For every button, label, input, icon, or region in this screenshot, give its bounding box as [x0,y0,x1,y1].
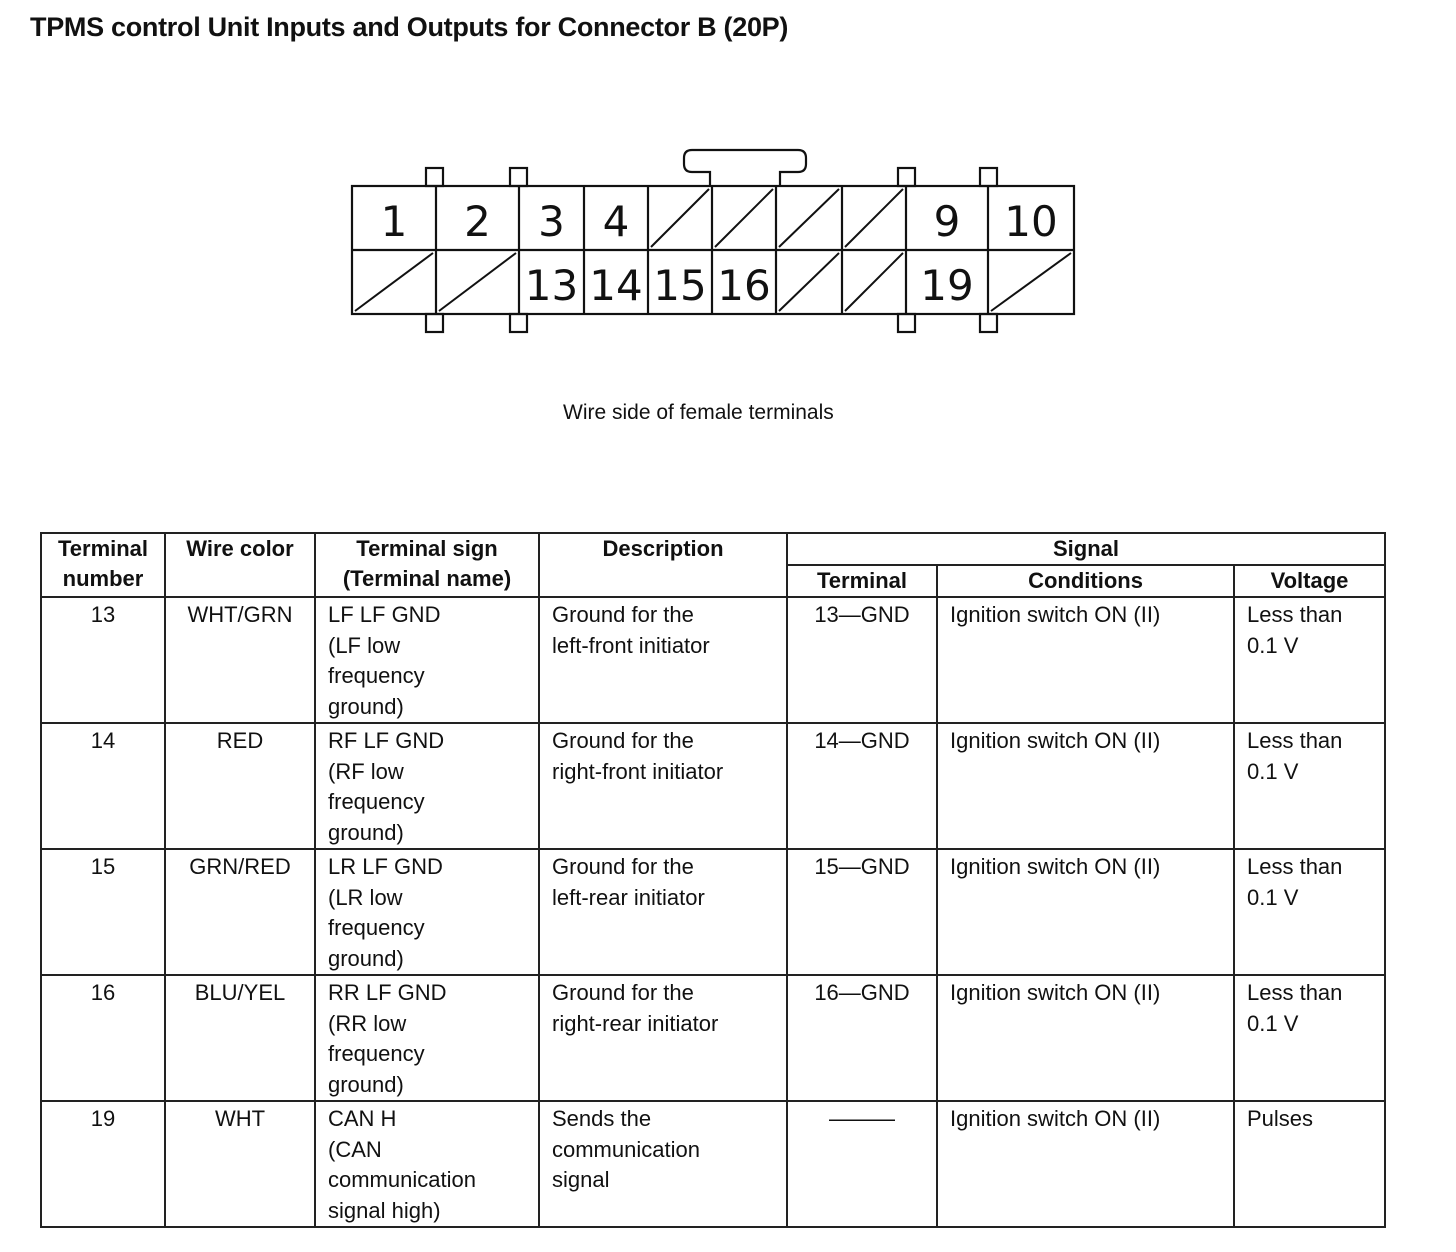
table-row [41,723,1385,849]
terminal-label-10: 10 [1004,197,1058,246]
description [552,1104,776,1196]
terminal-sign-line: (CAN [328,1136,382,1162]
terminal-label-1: 1 [380,197,408,246]
signal-voltage [1247,1104,1374,1135]
terminal-sign-line: (RR low [328,1010,407,1036]
table-row [41,975,1385,1101]
description-line: left-rear initiator [552,884,705,910]
signal-voltage-line: Less than [1247,602,1343,627]
terminal-label-19: 19 [920,261,974,310]
signal-terminal: 14—GND [787,723,937,849]
terminal-number: 13 [41,597,165,723]
terminal-sign [328,978,528,1100]
header-signal: Signal [787,533,1385,565]
header-terminal-sign: Terminal sign (Terminal name) [315,533,539,597]
header-terminal-number: Terminal number [41,533,165,597]
terminal-sign-line: ground) [328,945,404,971]
signal-terminal: ——— [787,1101,937,1227]
wire-color: WHT/GRN [165,597,315,723]
description-line: Sends the [552,1106,652,1131]
terminal-label-9: 9 [933,197,961,246]
empty-cavity-mark [779,189,839,247]
empty-cavity-mark [715,189,773,247]
signal-voltage-line: 0.1 V [1247,1010,1299,1036]
header-description: Description [539,533,787,597]
wire-color: BLU/YEL [165,975,315,1101]
terminal-sign-line: frequency [328,915,425,940]
terminal-label-13: 13 [524,261,579,310]
signal-terminal: 15—GND [787,849,937,975]
table-row [41,1101,1385,1227]
signal-voltage-line: 0.1 V [1247,632,1299,658]
signal-conditions: Ignition switch ON (II) [937,723,1234,849]
empty-cavity-mark [991,253,1071,311]
signal-voltage [1247,852,1374,913]
signal-conditions: Ignition switch ON (II) [937,597,1234,723]
terminal-sign-line: (RF low [328,758,404,784]
empty-cavity-mark [651,189,709,247]
terminal-sign-line: frequency [328,663,425,688]
description-line: Ground for the [552,980,694,1005]
terminal-sign-line: (LF low [328,632,401,658]
signal-voltage-line: 0.1 V [1247,758,1299,784]
terminal-label-2: 2 [464,197,491,246]
description-line: right-rear initiator [552,1010,719,1036]
empty-cavity-mark [355,253,433,311]
description [552,852,776,913]
terminal-label-4: 4 [602,197,630,246]
signal-conditions: Ignition switch ON (II) [937,849,1234,975]
empty-cavity-mark [779,253,839,311]
signal-voltage [1247,978,1374,1039]
terminal-number: 16 [41,975,165,1101]
terminal-sign-line: ground) [328,819,404,845]
terminal-number: 14 [41,723,165,849]
wire-color: WHT [165,1101,315,1227]
empty-cavity-mark [439,253,516,311]
signal-conditions: Ignition switch ON (II) [937,1101,1234,1227]
description-line: left-front initiator [552,632,710,658]
connector-caption: Wire side of female terminals [563,401,834,424]
terminal-label-3: 3 [538,197,565,246]
description-line: communication [552,1136,700,1162]
terminal-sign [328,726,528,848]
description-line: Ground for the [552,602,694,627]
signal-voltage-line: 0.1 V [1247,884,1299,910]
terminal-sign [328,600,528,722]
wire-color: GRN/RED [165,849,315,975]
description-line: Ground for the [552,728,694,753]
signal-terminal: 16—GND [787,975,937,1101]
signal-voltage [1247,600,1374,661]
terminal-sign-line: CAN H [328,1106,397,1131]
signal-voltage-line: Less than [1247,728,1343,753]
signal-voltage-line: Pulses [1247,1106,1314,1131]
empty-cavity-mark [845,253,903,311]
table-row [41,597,1385,723]
terminal-sign-line: LR LF GND [328,854,443,879]
signal-voltage-line: Less than [1247,854,1343,879]
header-signal-terminal: Terminal [787,565,937,597]
terminal-sign-line: RF LF GND [328,728,445,753]
description [552,600,776,661]
description-line: right-front initiator [552,758,724,784]
terminal-sign [328,852,528,974]
terminal-label-14: 14 [589,261,643,310]
connector-diagram [340,140,1100,350]
terminal-sign [328,1104,528,1226]
wire-color: RED [165,723,315,849]
terminal-sign-line: ground) [328,1071,404,1097]
terminal-sign-line: ground) [328,693,404,719]
signal-conditions: Ignition switch ON (II) [937,975,1234,1101]
io-table [40,532,1386,1228]
terminal-sign-line: LF LF GND [328,602,441,627]
terminal-sign-line: (LR low [328,884,403,910]
header-signal-conditions: Conditions [937,565,1234,597]
terminal-sign-line: communication [328,1167,476,1192]
signal-voltage-line: Less than [1247,980,1343,1005]
terminal-label-16: 16 [717,261,771,310]
description [552,726,776,787]
description-line: Ground for the [552,854,694,879]
header-wire-color: Wire color [165,533,315,597]
terminal-sign-line: frequency [328,789,425,814]
description [552,978,776,1039]
table-row [41,849,1385,975]
page-title: TPMS control Unit Inputs and Outputs for Connector B (20P) [30,12,789,42]
terminal-sign-line: signal high) [328,1197,441,1223]
terminal-number: 15 [41,849,165,975]
terminal-sign-line: frequency [328,1041,425,1066]
signal-voltage [1247,726,1374,787]
signal-terminal: 13—GND [787,597,937,723]
header-signal-voltage: Voltage [1234,565,1385,597]
terminal-sign-line: RR LF GND [328,980,447,1005]
terminal-label-15: 15 [653,261,707,310]
empty-cavity-mark [845,189,903,247]
description-line: signal [552,1167,610,1192]
terminal-number: 19 [41,1101,165,1227]
